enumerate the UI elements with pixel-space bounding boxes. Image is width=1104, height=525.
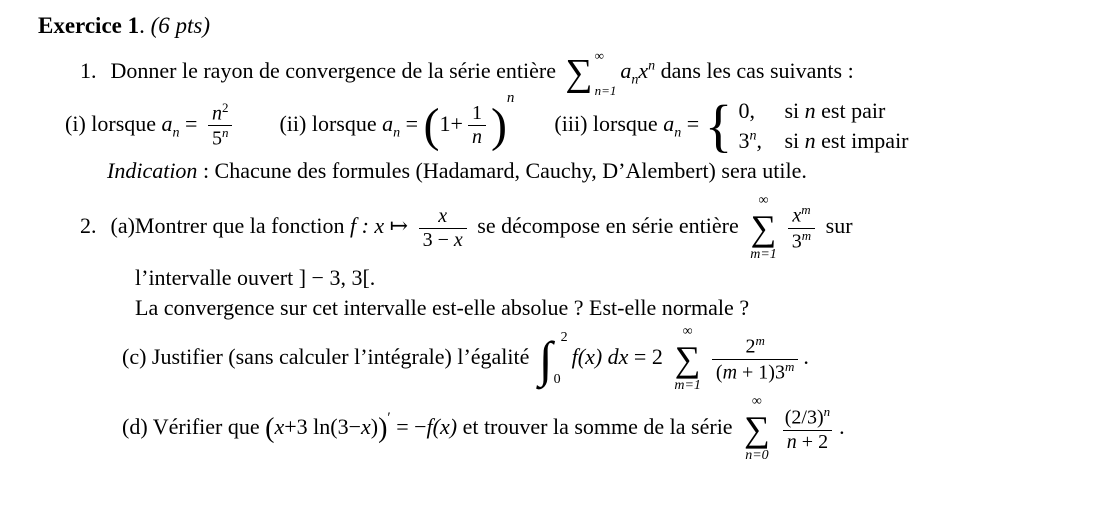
- case-iii: [554, 92, 909, 158]
- den-text: + 1)3: [737, 361, 785, 384]
- num-base: n: [211, 102, 222, 125]
- question-2a: [80, 194, 1104, 262]
- case-iii-label: (iii) lorsque: [554, 110, 664, 136]
- piecewise-row-even: [738, 97, 908, 125]
- equals-two: = 2: [628, 344, 669, 370]
- den-text: + 2: [796, 430, 829, 453]
- sigma-symbol: ∑: [565, 51, 593, 94]
- fraction-x-over-3-minus-x: [419, 205, 467, 252]
- title-points: (6 pts): [150, 13, 211, 38]
- q2d-text-mid: et trouver la somme de la série: [457, 414, 739, 440]
- one-plus: 1+: [439, 110, 463, 136]
- expr-x2: x: [361, 414, 371, 440]
- expr-middle: +3 ln(3−: [284, 414, 361, 440]
- case-ii-label: (ii) lorsque: [279, 110, 383, 136]
- fraction-denominator: [419, 228, 467, 252]
- sum-notation: [750, 194, 777, 262]
- fraction-numerator: [741, 334, 768, 359]
- sum-upper-limit: ∞: [682, 324, 693, 340]
- num-exp: m: [755, 333, 765, 349]
- cond-text: si: [784, 128, 805, 154]
- cond-var-n: n: [804, 97, 816, 123]
- num-exp: 2: [221, 99, 229, 115]
- prime-symbol: ′: [387, 410, 391, 427]
- den-var-x: x: [453, 228, 463, 251]
- var-x: x: [638, 57, 649, 83]
- open-paren: (: [265, 413, 275, 445]
- cond-text: est pair: [815, 97, 886, 123]
- item-number-1: 1.: [80, 57, 97, 83]
- sum-upper-limit: ∞: [594, 47, 604, 63]
- den-text: 3 −: [422, 228, 454, 251]
- cond-text: si: [784, 97, 805, 123]
- row-condition: [784, 97, 885, 125]
- question-1: [80, 49, 1104, 97]
- row-value: [738, 127, 784, 155]
- question-2c: [122, 325, 1104, 393]
- fraction-xm-over-3m: [788, 203, 815, 253]
- den-exp: m: [801, 227, 812, 243]
- fraction-n2-over-5n: [208, 101, 233, 151]
- title-separator: .: [139, 13, 151, 38]
- var-a-sub: n: [172, 125, 180, 141]
- integral-lower-limit: 0: [553, 372, 561, 388]
- fraction-denominator: [788, 228, 815, 254]
- fraction-denominator: [208, 125, 233, 151]
- fraction-denominator: [783, 430, 832, 454]
- convergence-question-line: La convergence sur cet intervalle est-elle absolue ? Est-elle normale ?: [135, 294, 750, 320]
- num-base: x: [792, 204, 802, 227]
- den-exp: m: [784, 358, 795, 374]
- equals-minus: = −: [390, 414, 427, 440]
- indication-text: : Chacune des formules (Hadamard, Cauchy, D’Alembert) sera utile.: [197, 157, 807, 183]
- fraction-numerator: [788, 203, 814, 228]
- integral-notation: [539, 331, 568, 387]
- sum-notation: [674, 325, 701, 393]
- integral-limits: [554, 331, 568, 387]
- title-text: Exercice 1: [38, 13, 140, 38]
- fraction-1-over-n: [468, 102, 486, 149]
- integrand: f(x) dx: [571, 344, 629, 370]
- case-ii: [279, 90, 515, 152]
- sum-lower-limit: m=1: [674, 378, 701, 394]
- item-number-2: 2.: [80, 213, 97, 239]
- row-value: 0,: [738, 97, 755, 123]
- paren-exponent: n: [506, 90, 515, 107]
- var-a-sub: n: [631, 72, 639, 88]
- var-a: a: [663, 110, 675, 136]
- var-x-exp: n: [648, 58, 656, 74]
- var-a-sub: n: [674, 125, 682, 141]
- equals-sign: =: [179, 110, 203, 136]
- q2a-text-before: (a)Montrer que la fonction: [110, 213, 350, 239]
- period: .: [803, 344, 809, 370]
- integral-upper-limit: 2: [560, 330, 568, 346]
- num-base: (2/3): [784, 406, 824, 429]
- equals-sign: =: [400, 110, 424, 136]
- fraction-denominator: [712, 359, 798, 385]
- fraction-numerator: [208, 101, 233, 126]
- var-a-sub: n: [393, 125, 401, 141]
- fraction-numerator: [781, 405, 834, 430]
- sum-upper-limit: ∞: [758, 193, 769, 209]
- sum-upper-limit: ∞: [751, 394, 762, 410]
- den-exp: n: [221, 125, 229, 141]
- var-a: a: [161, 110, 173, 136]
- den-base: 5: [211, 127, 222, 150]
- case-i-label: (i) lorsque: [65, 110, 162, 136]
- close-paren: ): [378, 413, 388, 445]
- num-exp: n: [823, 403, 831, 419]
- indication-label: Indication: [107, 157, 198, 183]
- integral-symbol: ∫: [538, 331, 553, 388]
- fraction-2m-over-m1-3m: [712, 334, 798, 384]
- q1-text-before: Donner le rayon de convergence de la série entière: [110, 57, 562, 83]
- den-base: 3: [791, 230, 802, 253]
- num-exp: m: [801, 202, 811, 218]
- value-exp: n: [749, 128, 757, 144]
- sum-notation: [565, 49, 616, 97]
- fraction-23n-over-n2: [781, 405, 834, 454]
- sum-lower-limit: n=0: [745, 448, 769, 464]
- open-paren: (: [423, 98, 440, 152]
- row-condition: [784, 127, 908, 155]
- fraction-denominator: n: [468, 125, 486, 149]
- sum-limits: [595, 49, 617, 97]
- q2c-text-before: (c) Justifier (sans calculer l’intégrale) l’égalité: [122, 344, 535, 370]
- value-base: 3: [738, 128, 750, 154]
- function-fx: f(x): [426, 414, 458, 440]
- case-i: [65, 99, 237, 150]
- num-base: 2: [745, 335, 756, 358]
- q2a-text-after: sur: [820, 213, 853, 239]
- question-2d: [122, 395, 1104, 463]
- cond-text: est impair: [815, 128, 909, 154]
- expr-x: x: [274, 414, 285, 440]
- exercise-title: [38, 0, 1104, 41]
- q2d-text-before: (d) Vérifier que: [122, 414, 266, 440]
- interval-line: l’intervalle ouvert ] − 3, 3[.: [135, 265, 376, 291]
- sum-notation: [744, 395, 770, 463]
- cond-var-n: n: [804, 128, 816, 154]
- function-map: f : x ↦: [349, 213, 414, 239]
- var-a: a: [620, 57, 632, 83]
- equals-sign: =: [681, 110, 705, 136]
- sum-lower-limit: n=1: [594, 82, 617, 98]
- sigma-symbol: ∑: [674, 339, 701, 380]
- fraction-numerator: x: [438, 204, 448, 227]
- indication-line: [107, 157, 1104, 185]
- sigma-symbol: ∑: [750, 208, 777, 249]
- close-paren: ): [490, 98, 507, 152]
- den-var-n: n: [786, 430, 797, 453]
- den-var-m: m: [722, 361, 738, 384]
- cases-line: [65, 90, 1104, 158]
- period: .: [839, 414, 845, 440]
- expr-close-inner: ): [370, 414, 379, 440]
- q1-text-after: dans les cas suivants :: [655, 57, 854, 83]
- piecewise-row-odd: [738, 127, 908, 155]
- var-a: a: [382, 110, 394, 136]
- q2a-text-mid: se décompose en série entière: [471, 213, 745, 239]
- sum-lower-limit: m=1: [750, 247, 777, 263]
- value-comma: ,: [756, 128, 762, 154]
- piecewise-cases: [738, 97, 908, 155]
- sigma-symbol: ∑: [744, 409, 770, 450]
- fraction-numerator: 1: [471, 102, 482, 125]
- den-paren: (: [715, 361, 723, 384]
- piecewise-brace: {: [704, 92, 733, 158]
